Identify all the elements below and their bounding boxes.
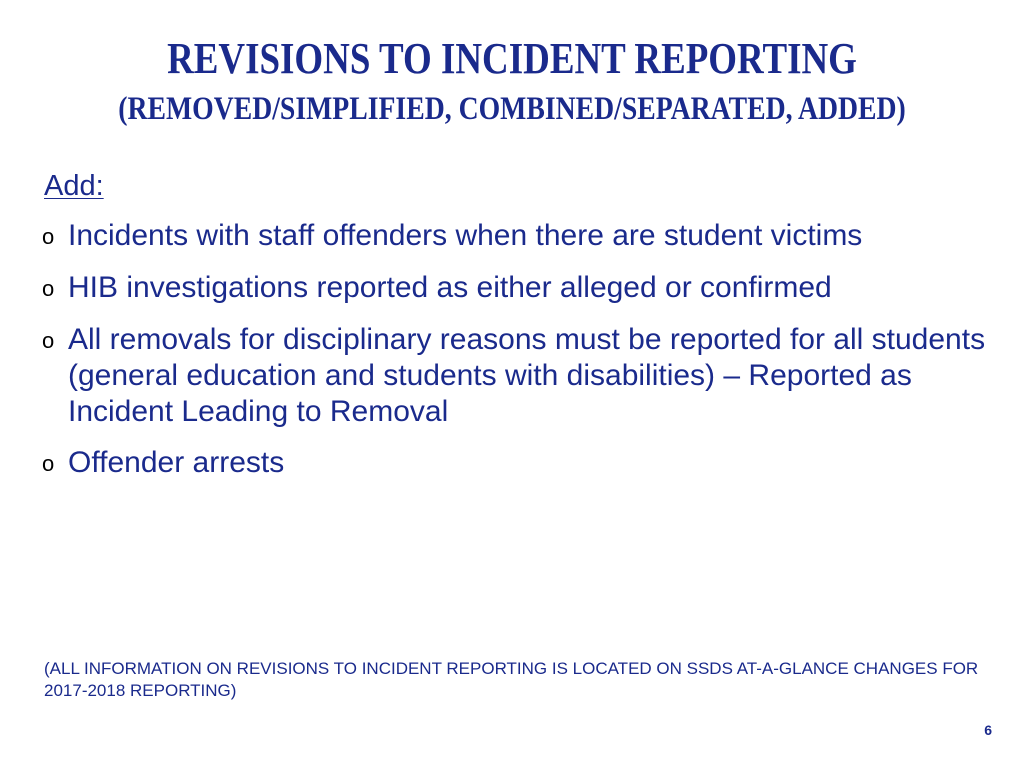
footnote: (ALL INFORMATION ON REVISIONS TO INCIDENT REPORTING IS LOCATED ON SSDS AT-A-GLANCE CHANGES FOR 2017-2018 REPORTING): [44, 659, 979, 700]
bullet-text: HIB investigations reported as either alleged or confirmed: [68, 271, 832, 304]
bullet-item: [42, 445, 1002, 482]
bullet-list: [42, 218, 1002, 497]
bullet-text: Offender arrests: [68, 446, 285, 479]
bullet-text: Incidents with staff offenders when there are student victims: [68, 219, 863, 252]
bullet-item: [42, 322, 1002, 430]
slide-title: REVISIONS TO INCIDENT REPORTING: [167, 34, 857, 83]
bullet-item: [42, 218, 1002, 255]
bullet-circle-icon: o: [42, 276, 55, 301]
bullet-text: All removals for disciplinary reasons must be reported for all students (general education and students with disabilities) – Reported as Incident Leading to Removal: [68, 323, 986, 428]
section-heading-add: Add:: [44, 170, 104, 202]
bullet-circle-icon: o: [42, 224, 55, 249]
bullet-circle-icon: o: [42, 328, 55, 353]
page-number: 6: [984, 722, 992, 738]
bullet-circle-icon: o: [42, 451, 55, 476]
slide-subtitle: (REMOVED/SIMPLIFIED, COMBINED/SEPARATED, ADDED): [118, 91, 906, 127]
bullet-item: [42, 270, 1002, 307]
